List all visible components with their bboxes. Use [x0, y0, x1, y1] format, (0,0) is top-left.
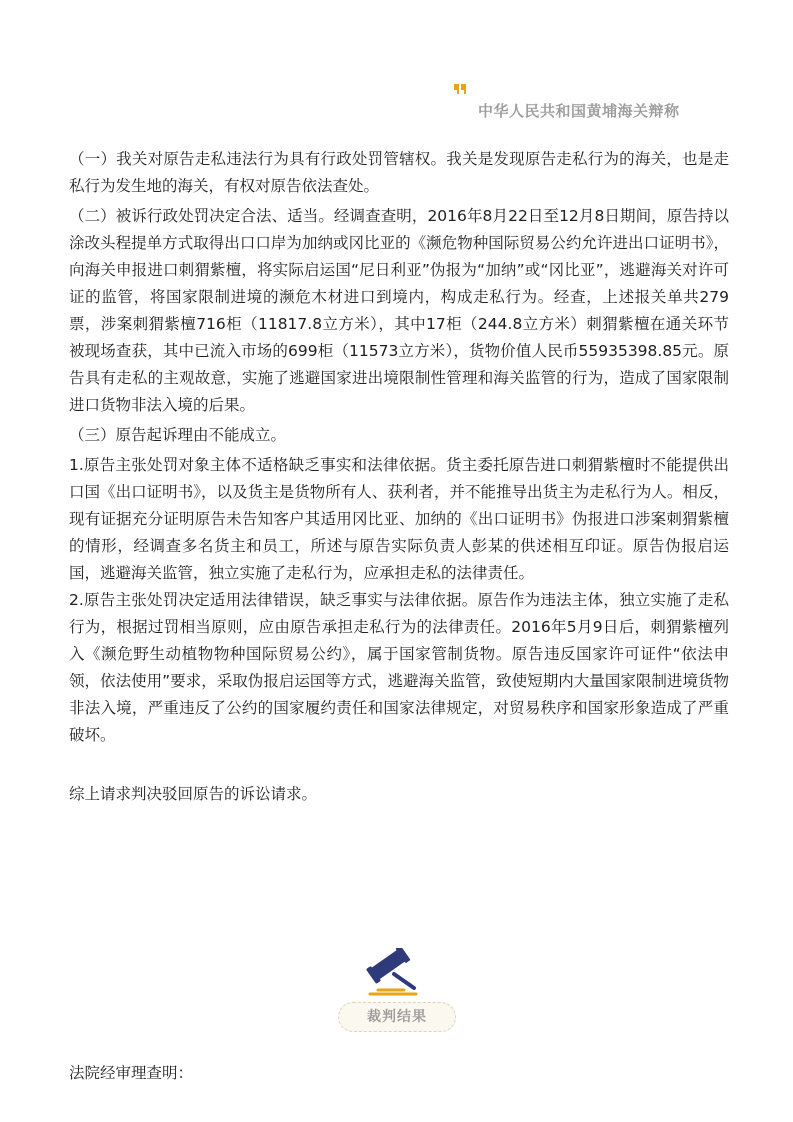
- header-title: 中华人民共和国黄埔海关辩称: [478, 102, 680, 120]
- paragraph-point-2: 2.原告主张处罚决定适用法律错误，缺乏事实与法律依据。原告作为违法主体，独立实施了走私行为，根据过罚相当原则，应由原告承担走私行为的法律责任。2016年5月9日后，刺猬紫檀列入《濒危野生动植物物种国际贸易公约》，属于国家管制货物。原告违反国家许可证件“依法申领，依法使用”要求，采取伪报启运国等方式，逃避海关监管，致使短期内大量国家限制进境货物非法入境，严重违反了公约的国家履约责任和国家法律规定，对贸易秩序和国家形象造成了严重破坏。: [69, 591, 729, 744]
- paragraph-claims-invalid: （三）原告起诉理由不能成立。: [69, 426, 287, 444]
- court-finding-intro: 法院经审理查明：: [69, 1064, 194, 1082]
- badge-label: 裁判结果: [338, 1002, 456, 1032]
- paragraph-point-1: 1.原告主张处罚对象主体不适格缺乏事实和法律依据。货主委托原告进口刺猬紫檀时不能提供出口国《出口证明书》，以及货主是货物所有人、获利者，并不能推导出货主为走私行为人。相反，现有证据充分证明原告未告知客户其适用冈比亚、加纳的《出口证明书》伪报进口涉案刺猬紫檀的情形，经调查多名货主和员工，所述与原告实际负责人彭某的供述相互印证。原告伪报启运国，逃避海关监管，独立实施了走私行为，应承担走私的法律责任。: [69, 456, 729, 582]
- page-header: [448, 84, 748, 124]
- paragraph-conclusion: 综上请求判决驳回原告的诉讼请求。: [69, 785, 318, 803]
- quote-mark-icon: [454, 84, 468, 98]
- paragraph-jurisdiction: （一）我关对原告走私违法行为具有行政处罚管辖权。我关是发现原告走私行为的海关，也是走私行为发生地的海关，有权对原告依法查处。: [69, 150, 729, 195]
- gavel-icon: [364, 948, 430, 1000]
- document-body: [69, 146, 729, 808]
- section-badge: [334, 948, 460, 1038]
- paragraph-penalty-lawful: （二）被诉行政处罚决定合法、适当。经调查查明，2016年8月22日至12月8日期间，原告持以涂改头程提单方式取得出口口岸为加纳或冈比亚的《濒危物种国际贸易公约允许进出口证明书》，向海关申报进口刺猬紫檀，将实际启运国“尼日利亚”伪报为“加纳”或“冈比亚”，逃避海关对许可证的监管，将国家限制进境的濒危木材进口到境内，构成走私行为。经查，上述报关单共279票，涉案刺猬紫檀716柜（11817.8立方米），其中17柜（244.8立方米）刺猬紫檀在通关环节被现场查获，其中已流入市场的699柜（11573立方米），货物价值人民币55935398.85元。原告具有走私的主观故意，实施了逃避国家进出境限制性管理和海关监管的行为，造成了国家限制进口货物非法入境的后果。: [69, 207, 729, 414]
